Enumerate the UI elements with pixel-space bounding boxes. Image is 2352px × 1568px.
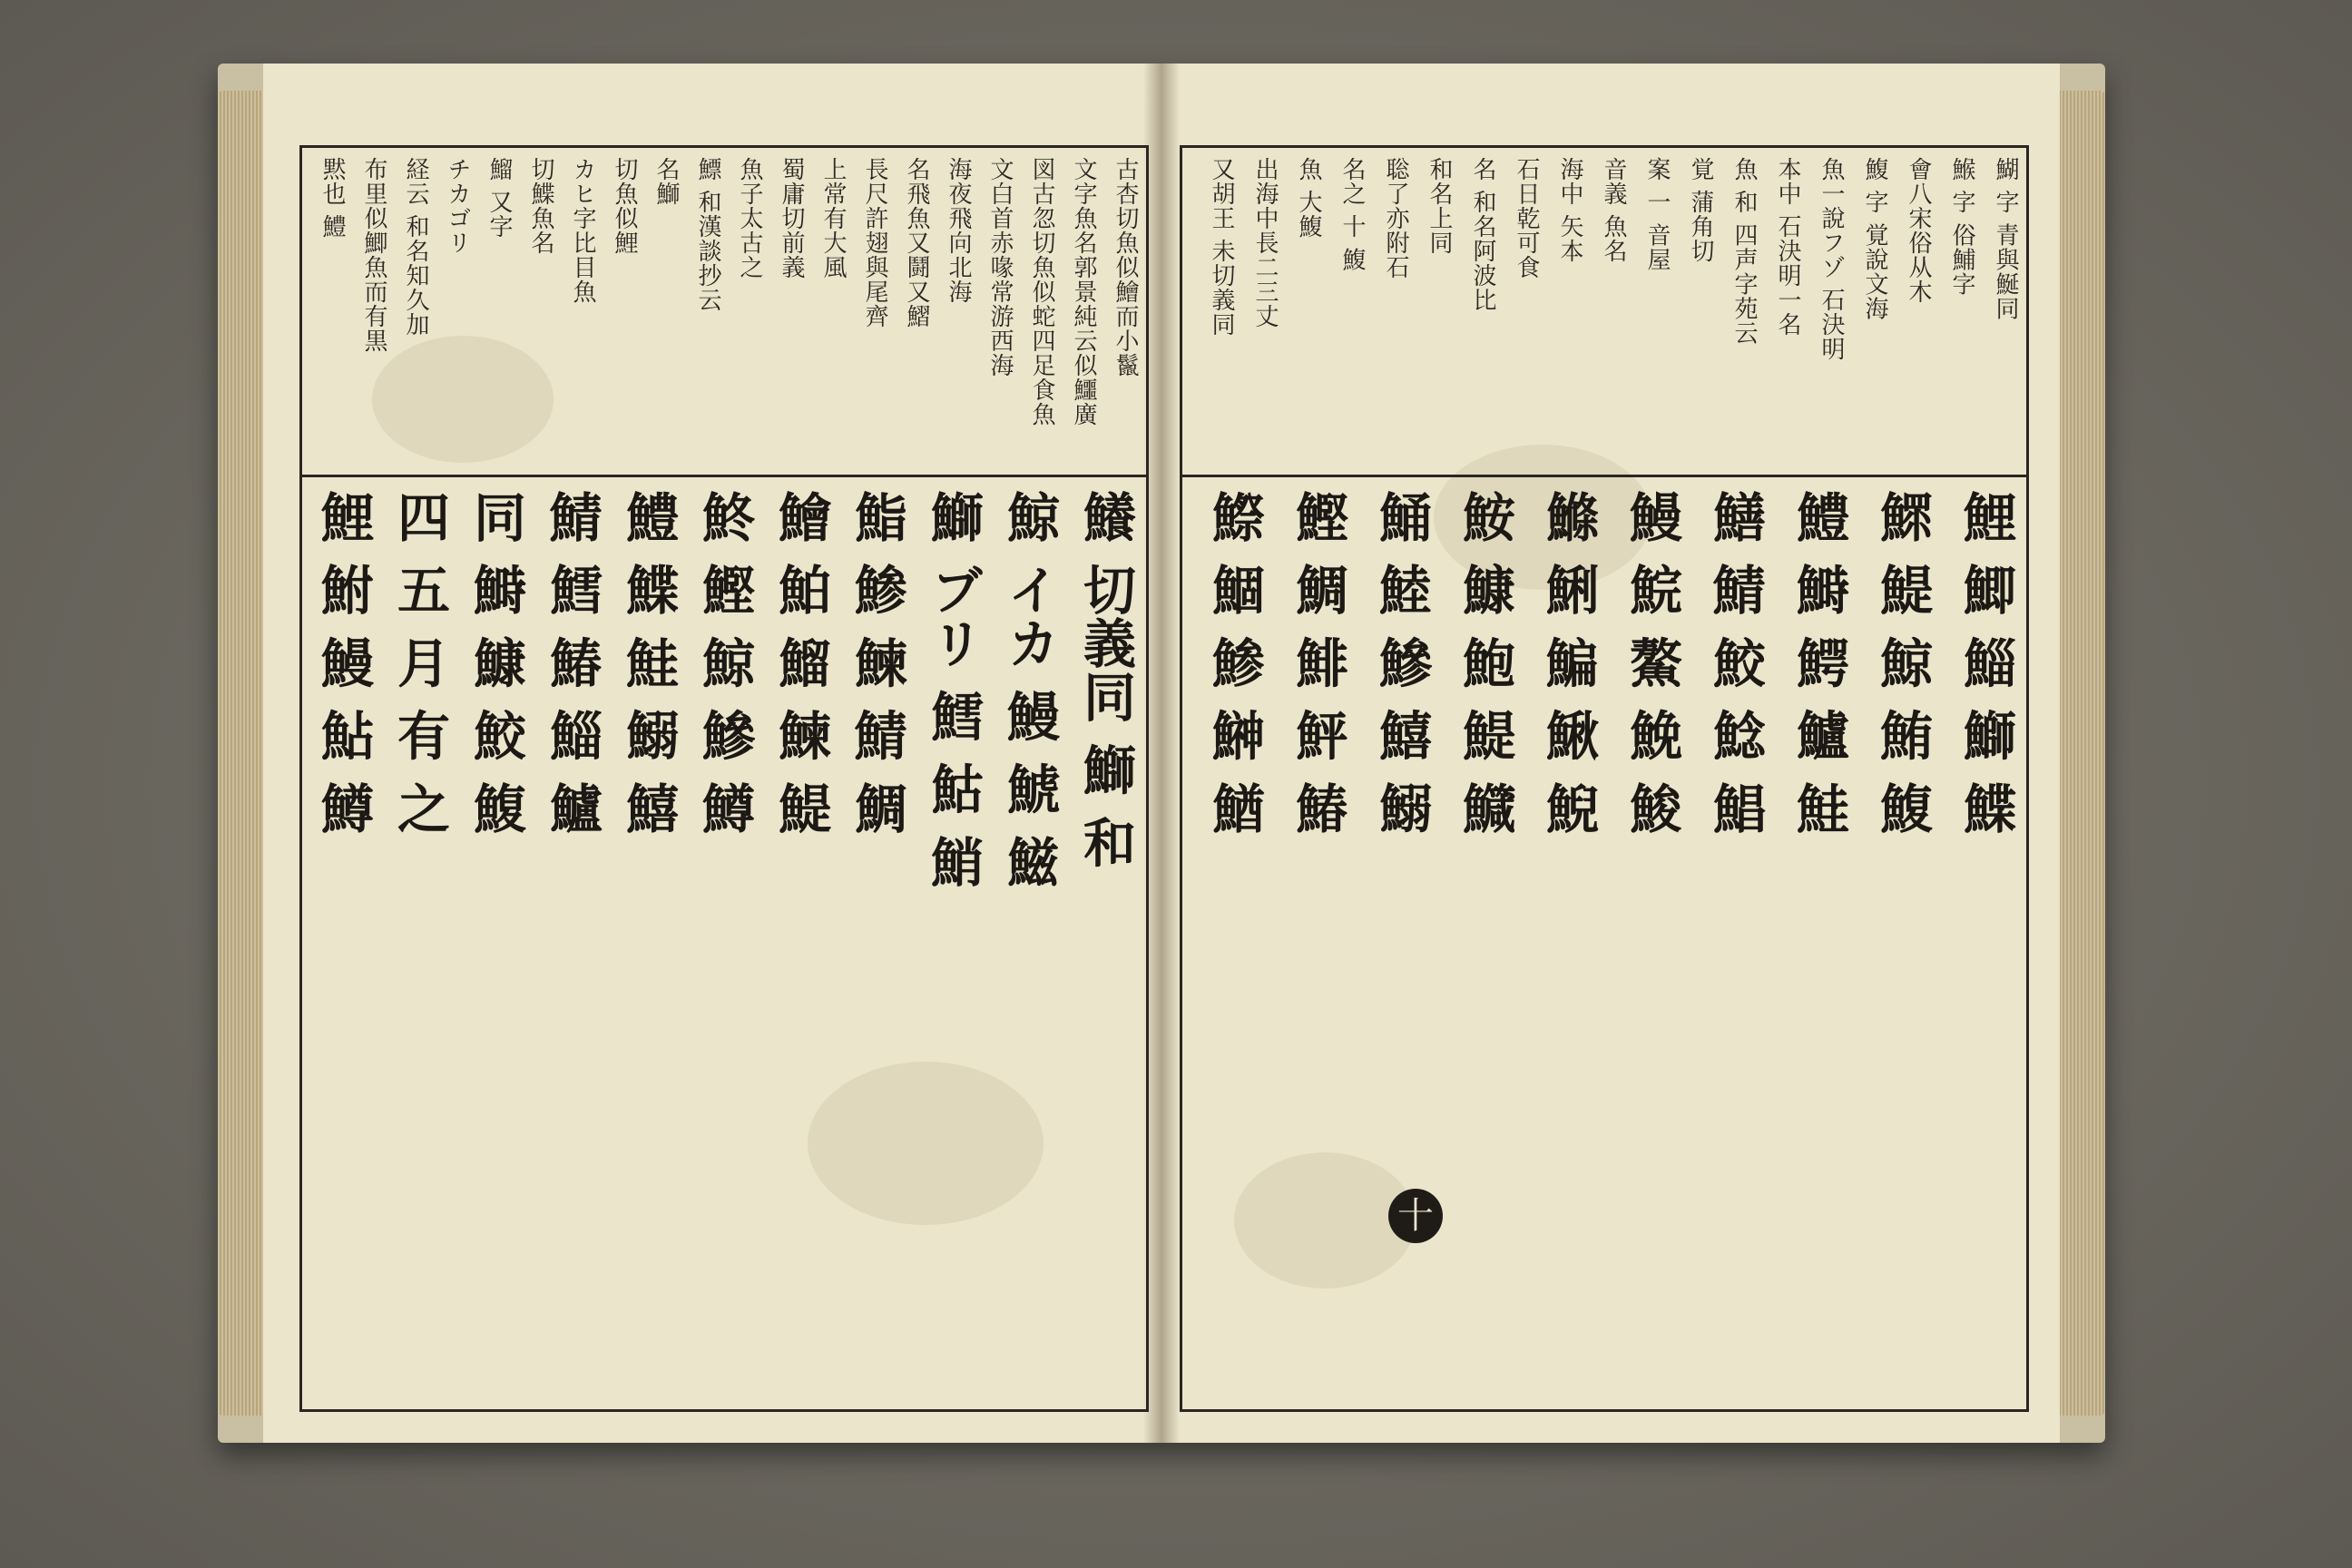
right-entry-col <box>1367 490 1433 835</box>
entry-text: 鱔 鯖 鮫 鯰 鯧 <box>1704 490 1766 835</box>
left-header-col: 鰾 和漢談抄云 <box>694 157 721 313</box>
entry-text: 四 五 月 有 之 <box>388 490 450 835</box>
right-header-col: 鰒 字 覚說文海 <box>1861 157 1888 321</box>
left-header-col: 文白首赤喙常游西海 <box>986 157 1014 377</box>
right-page-frame <box>1180 145 2029 1412</box>
left-entry-col <box>538 490 603 835</box>
open-book <box>218 64 2105 1443</box>
left-header-col: 魚子太古之 <box>736 157 763 279</box>
left-header-col: カヒ字比目魚 <box>569 157 596 304</box>
entry-text: 鯨 イカ 鰻 鯱 鰦 <box>998 490 1060 888</box>
right-entry-col <box>1618 490 1683 835</box>
left-entry-col <box>462 490 527 835</box>
entry-text: 鮗 鰹 鯨 鰺 鱒 <box>693 490 755 835</box>
entry-text: 鰶 鯝 鯵 鰰 鰌 <box>1203 490 1265 835</box>
right-header-col: 本中 石決明一名 <box>1774 157 1801 338</box>
left-header-col: 古杏切魚似鱠而小鬣 <box>1112 157 1139 377</box>
left-entry-col <box>767 490 832 835</box>
left-entry-col <box>919 490 985 888</box>
right-header-col: 海中 矢本 <box>1556 157 1583 264</box>
entry-text: 鰻 鯇 鰲 鮸 鮻 <box>1621 490 1682 835</box>
right-header-col: 石日乾可食 <box>1513 157 1540 279</box>
entry-text: 同 鰣 鱇 鮫 鰒 <box>465 490 526 835</box>
left-header-col: 名鰤 <box>652 157 680 206</box>
right-entry-col <box>1868 490 1934 835</box>
left-entries-section <box>302 477 1146 1409</box>
left-header-col: 名飛魚又鬪又鰼 <box>903 157 930 328</box>
right-entry-col <box>1952 490 2017 835</box>
right-entry-col <box>1200 490 1266 835</box>
right-header-col: 覚 蒲角切 <box>1687 157 1714 264</box>
entry-text: 鯖 鱈 鰆 鯔 鱸 <box>541 490 603 835</box>
left-entry-col <box>614 490 680 835</box>
right-header-col: 案 一 音屋 <box>1643 157 1671 272</box>
right-entry-col <box>1701 490 1767 835</box>
entry-text: 鯉 鯽 鯔 鰤 鰈 <box>1955 490 2016 835</box>
right-page <box>1161 64 2060 1443</box>
entry-text: 鰹 鯛 鯡 鮃 鰆 <box>1287 490 1348 835</box>
left-header-col: 蜀庸切前義 <box>778 157 805 279</box>
left-page <box>263 64 1161 1443</box>
entry-text: 鮨 鯵 鰊 鯖 鯛 <box>846 490 907 835</box>
right-header-col: 名之 十 鰒 <box>1338 157 1366 272</box>
right-header-col: 魚 和 四声字苑云 <box>1730 157 1758 346</box>
left-header-col: 鰡 又字 <box>485 157 513 240</box>
right-entry-col <box>1451 490 1516 835</box>
right-header-col: 魚一說フゾ 石決明 <box>1818 157 1845 362</box>
right-header-col: 出海中長二三丈 <box>1251 157 1279 328</box>
left-entry-col <box>995 490 1061 888</box>
left-header-col: 黙也 鱧 <box>318 157 346 240</box>
left-entry-col <box>386 490 451 835</box>
left-entry-col <box>843 490 908 835</box>
circle-ten-mark: 十 <box>1388 1189 1443 1243</box>
left-header-col: チカゴリ <box>444 157 471 255</box>
entry-text: 鯉 鮒 鰻 鮎 鱒 <box>312 490 374 835</box>
left-page-edges <box>218 91 268 1416</box>
left-page-frame <box>299 145 1149 1412</box>
left-header-col: 長尺許翅與尾齊 <box>861 157 888 328</box>
entry-text: 鰥 鯷 鯨 鮪 鰒 <box>1871 490 1933 835</box>
left-entry-col <box>691 490 756 835</box>
left-header-col: 上常有大風 <box>819 157 847 279</box>
left-header-col: 文字魚名郭景純云似鱷廣 <box>1070 157 1097 426</box>
right-header-col: 音義 魚名 <box>1600 157 1627 264</box>
left-header-col: 布里似鯽魚而有黒 <box>360 157 387 353</box>
entry-text: 鰤 ブリ 鱈 鮕 鮹 <box>922 490 984 888</box>
entry-text: 鱧 鰈 鮭 鰯 鱚 <box>617 490 679 835</box>
entry-text: 鰷 鯏 鯿 鰍 鯢 <box>1537 490 1599 835</box>
left-header-col: 海夜飛向北海 <box>945 157 972 304</box>
left-header-col: 経云 和名知久加 <box>402 157 429 338</box>
right-header-col: 魚 大鰒 <box>1295 157 1322 240</box>
right-page-edges <box>2055 91 2105 1416</box>
entry-text: 鱧 鰣 鰐 鱸 鮭 <box>1788 490 1849 835</box>
right-header-section <box>1182 148 2026 477</box>
right-header-col: 鯸 字 俗鯆字 <box>1948 157 1975 297</box>
left-header-section <box>302 148 1146 477</box>
left-header-col: 切鰈魚名 <box>527 157 554 255</box>
right-header-col: 又胡王 未切義同 <box>1208 157 1235 338</box>
right-header-col: 和名上同 <box>1426 157 1453 255</box>
right-entry-col <box>1785 490 1850 835</box>
right-entry-col <box>1534 490 1600 835</box>
left-header-col: 切魚似鯉 <box>611 157 638 255</box>
left-entry-col <box>309 490 375 835</box>
right-entries-section <box>1182 477 2026 1409</box>
entry-text: 鯒 鯥 鰺 鱚 鰯 <box>1370 490 1432 835</box>
book-gutter <box>1143 64 1180 1443</box>
entry-text: 鱶 切義同 鰤 和 <box>1074 490 1136 869</box>
left-header-col: 図古忽切魚似蛇四足食魚 <box>1028 157 1055 426</box>
right-entry-col <box>1284 490 1349 835</box>
right-header-col: 名 和名阿波比 <box>1469 157 1496 313</box>
right-header-col: 鰗 字 青與鯅同 <box>1992 157 2019 321</box>
right-header-col: 會八宋俗从木 <box>1905 157 1932 304</box>
entry-text: 鮟 鱇 鮑 鯷 鱵 <box>1454 490 1515 835</box>
left-entry-col <box>1072 490 1137 869</box>
entry-text: 鱠 鮊 鰡 鰊 鯷 <box>769 490 831 835</box>
right-header-col: 聡了亦附石 <box>1382 157 1409 279</box>
